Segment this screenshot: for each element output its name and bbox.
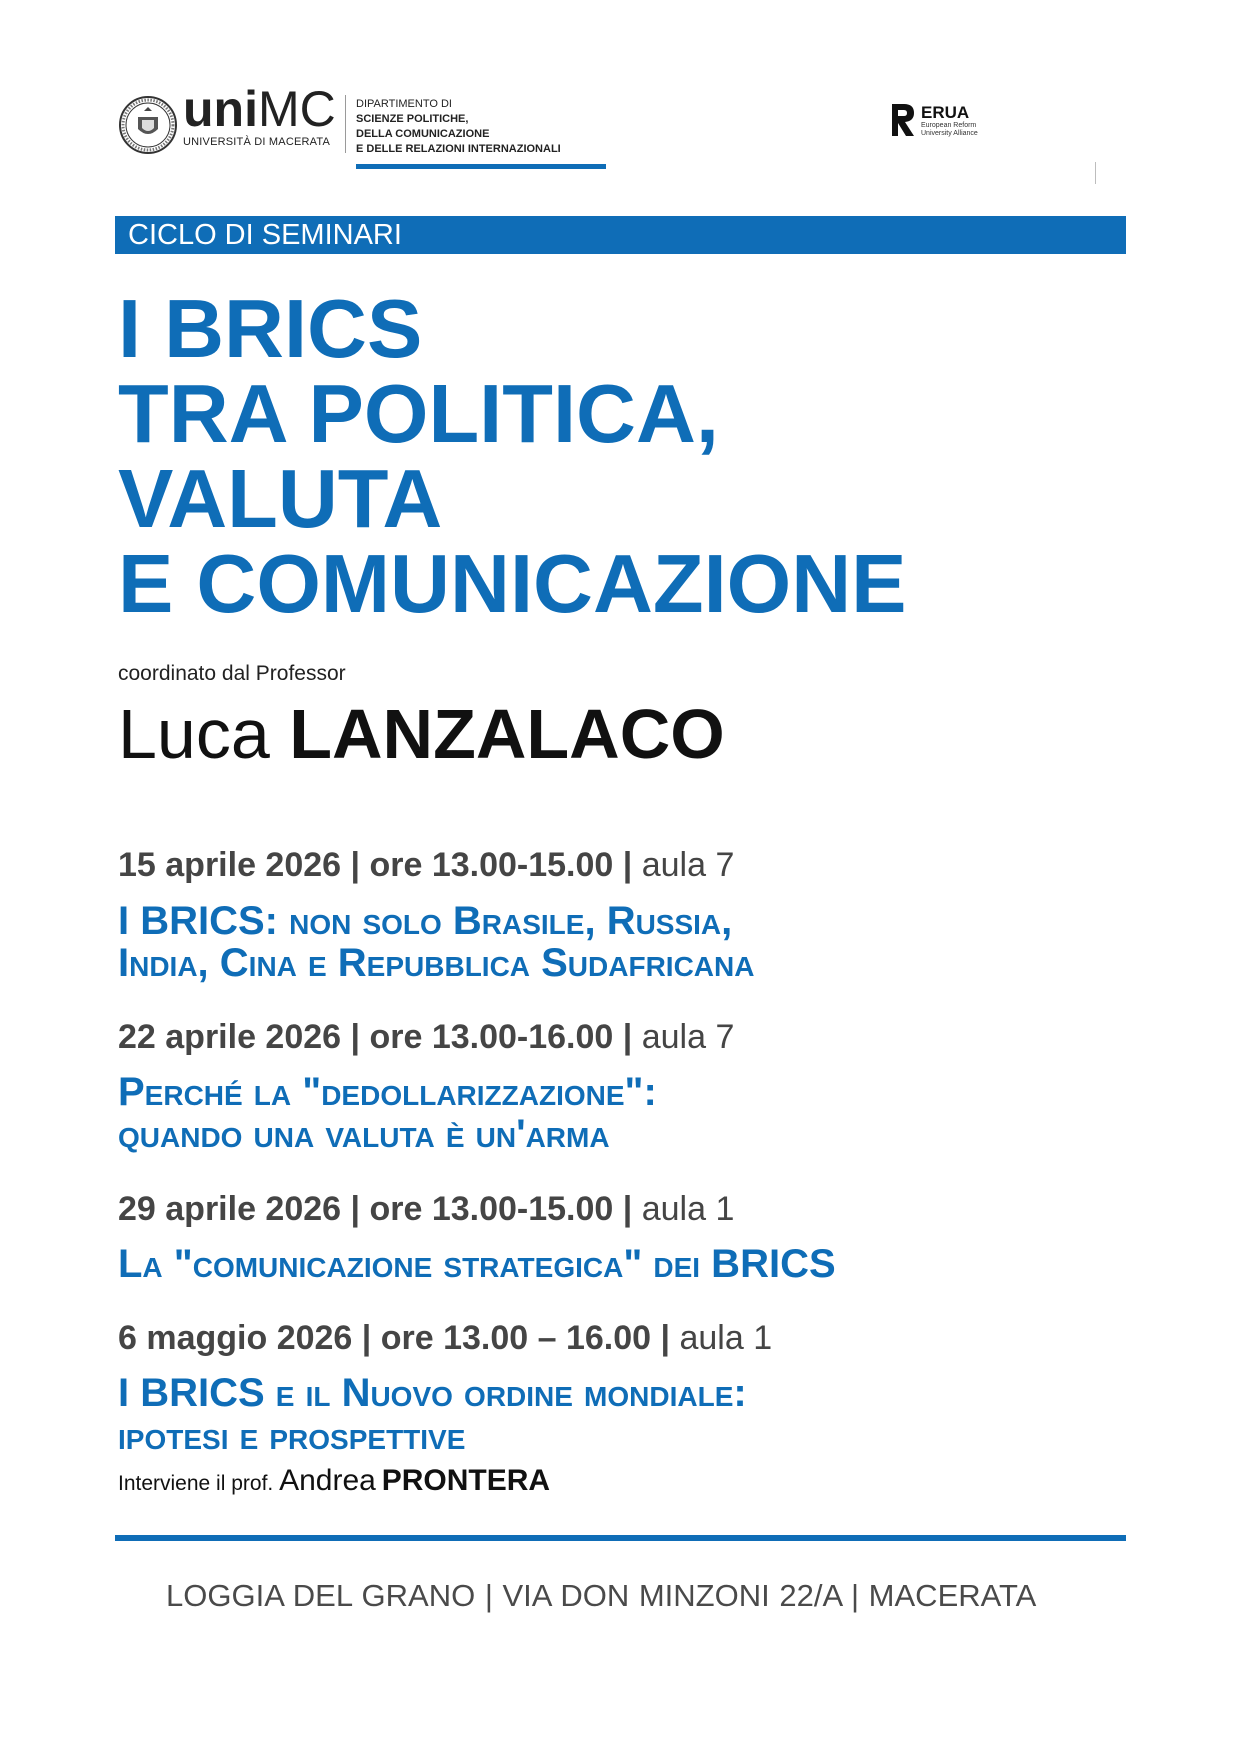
session-room: aula 1 — [679, 1319, 773, 1357]
session-room: aula 1 — [641, 1190, 735, 1228]
unimc-logo-bold: uni — [183, 81, 258, 137]
department-line-4: E DELLE RELAZIONI INTERNAZIONALI — [356, 143, 561, 155]
session-room: aula 7 — [641, 846, 735, 884]
session-date: 15 aprile 2026 — [118, 846, 342, 884]
main-title — [118, 282, 1118, 630]
logo-divider — [345, 95, 346, 153]
session-date: 29 aprile 2026 — [118, 1190, 342, 1228]
divider-tick — [1095, 162, 1096, 184]
session-time: ore 13.00-16.00 — [369, 1018, 614, 1056]
session-1-title: I BRICS: non solo Brasile, Russia, — [118, 899, 733, 943]
venue-address: LOGGIA DEL GRANO | VIA DON MINZONI 22/A | MACERATA — [166, 1578, 1037, 1613]
guest-speaker — [118, 1463, 550, 1502]
department-name — [356, 97, 561, 157]
department-underline — [356, 164, 606, 169]
title-line: TRA POLITICA, — [118, 367, 719, 460]
session-time: ore 13.00 – 16.00 — [380, 1319, 652, 1357]
speaker-first-name: Andrea — [279, 1464, 376, 1497]
erua-logo-subtitle — [921, 122, 978, 138]
erua-logo-name: ERUA — [921, 103, 970, 122]
department-line-1: DIPARTIMENTO DI — [356, 98, 452, 110]
session-2-meta: 22 aprile 2026 | ore 13.00-16.00 | aula 7 — [118, 1018, 735, 1056]
series-label: CICLO DI SEMINARI — [128, 219, 402, 251]
university-seal-icon — [118, 95, 178, 155]
session-4-title: I BRICS e il Nuovo ordine mondiale: — [118, 1371, 747, 1415]
session-time: ore 13.00-15.00 — [369, 846, 614, 884]
speaker-intro: Interviene il prof. — [118, 1472, 274, 1495]
speaker-last-name: PRONTERA — [381, 1464, 551, 1497]
unimc-logo-wordmark — [183, 81, 336, 137]
department-line-3: DELLA COMUNICAZIONE — [356, 128, 490, 140]
session-1-title: India, Cina e Repubblica Sudafricana — [118, 941, 755, 985]
footer-divider — [115, 1535, 1126, 1541]
session-date: 22 aprile 2026 — [118, 1018, 342, 1056]
department-line-2: SCIENZE POLITICHE, — [356, 113, 469, 125]
session-2-title: Perché la "dedollarizzazione": — [118, 1070, 657, 1114]
title-line: I BRICS — [118, 282, 423, 375]
title-line: VALUTA — [118, 452, 443, 545]
session-time: ore 13.00-15.00 — [369, 1190, 614, 1228]
coordinator-last-name: LANZALACO — [289, 695, 725, 773]
session-4-meta: 6 maggio 2026 | ore 13.00 – 16.00 | aula 1 — [118, 1319, 773, 1357]
erua-logo-subtitle-line-2: University Alliance — [921, 130, 978, 137]
erua-logo-icon — [890, 102, 918, 138]
session-1-meta: 15 aprile 2026 | ore 13.00-15.00 | aula 7 — [118, 846, 735, 884]
session-3-meta: 29 aprile 2026 | ore 13.00-15.00 | aula 1 — [118, 1190, 735, 1228]
session-4-title: ipotesi e prospettive — [118, 1414, 466, 1458]
session-2-title: quando una valuta è un'arma — [118, 1112, 610, 1156]
session-room: aula 7 — [641, 1018, 735, 1056]
erua-logo-subtitle-line-1: European Reform — [921, 122, 977, 129]
coordinator-intro: coordinato dal Professor — [118, 662, 346, 685]
title-line: E COMUNICAZIONE — [118, 537, 907, 630]
coordinator-first-name: Luca — [118, 695, 270, 773]
coordinator-name — [118, 694, 725, 774]
unimc-logo-light: MC — [257, 81, 336, 137]
session-3-title: La "comunicazione strategica" dei BRICS — [118, 1242, 836, 1286]
unimc-logo-subtitle: UNIVERSITÀ DI MACERATA — [183, 136, 331, 148]
session-date: 6 maggio 2026 — [118, 1319, 353, 1357]
